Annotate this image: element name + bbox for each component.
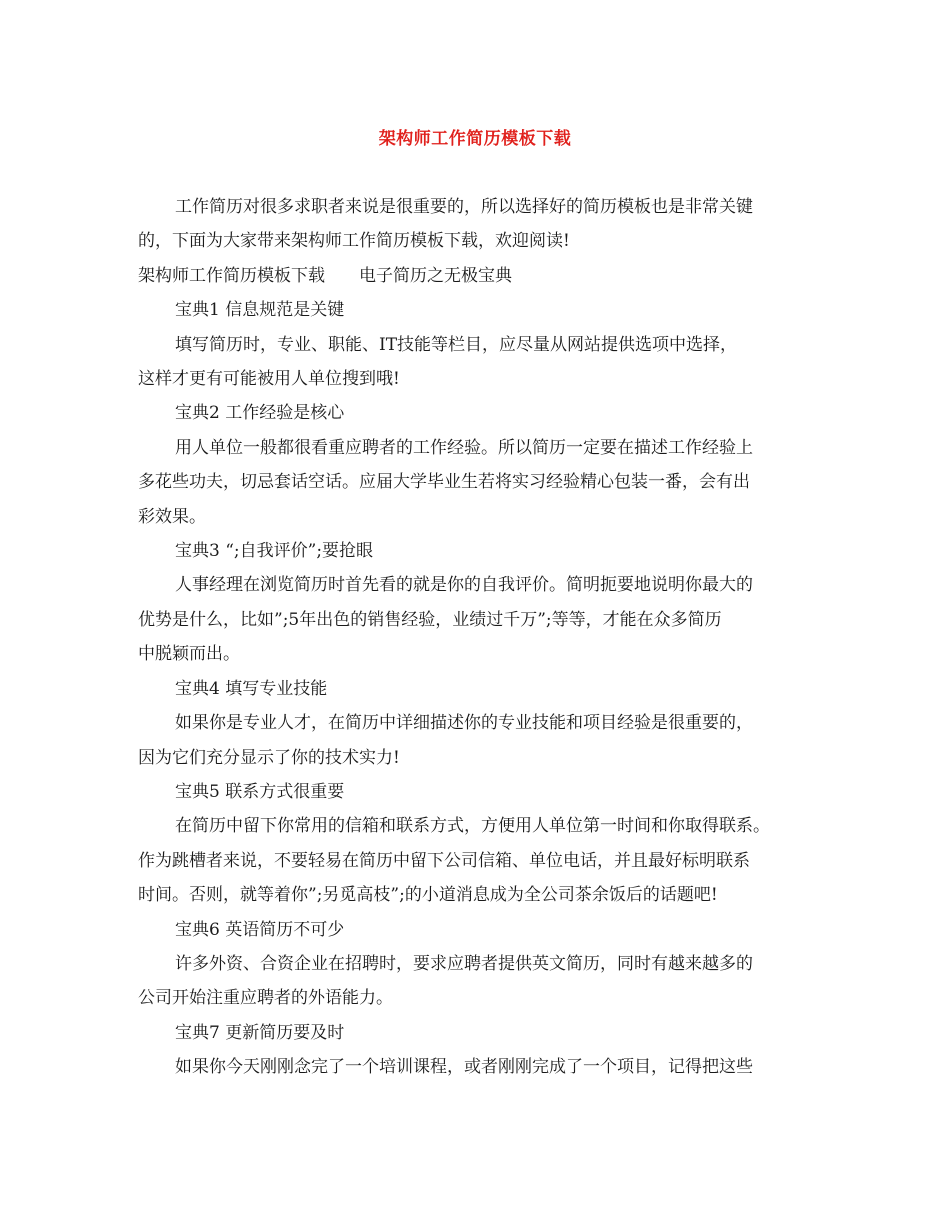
body-line: 架构师工作简历模板下载 电子简历之无极宝典 [138,265,512,286]
body-line: 中脱颖而出。 [138,644,240,665]
body-line: 如果你今天刚刚念完了一个培训课程，或者刚刚完成了一个项目，记得把这些 [175,1057,753,1078]
body-line: 在简历中留下你常用的信箱和联系方式，方便用人单位第一时间和你取得联系。 [175,816,770,837]
body-line: 优势是什么，比如”;5年出色的销售经验，业绩过千万”;等等，才能在众多简历 [138,609,722,630]
document-title: 架构师工作简历模板下载 [378,129,572,149]
body-line: 这样才更有可能被用人单位搜到哦! [138,369,400,390]
body-line: 宝典5 联系方式很重要 [175,781,345,802]
body-line: 的，下面为大家带来架构师工作简历模板下载，欢迎阅读! [138,231,570,252]
body-line: 时间。否则，就等着你”;另觅高枝”;的小道消息成为全公司茶余饭后的话题吧! [138,885,718,906]
body-line: 因为它们充分显示了你的技术实力! [138,747,400,768]
body-line: 宝典4 填写专业技能 [175,678,328,699]
body-line: 人事经理在浏览简历时首先看的就是你的自我评价。简明扼要地说明你最大的 [175,575,753,596]
body-line: 许多外资、合资企业在招聘时，要求应聘者提供英文简历，同时有越来越多的 [175,953,753,974]
body-line: 公司开始注重应聘者的外语能力。 [138,988,393,1009]
document-body [138,190,814,1085]
body-line: 用人单位一般都很看重应聘者的工作经验。所以简历一定要在描述工作经验上 [175,437,753,458]
body-line: 宝典1 信息规范是关键 [175,300,345,321]
body-line: 宝典3 “;自我评价”;要抢眼 [175,541,374,562]
body-line: 宝典6 英语简历不可少 [175,919,345,940]
body-line: 多花些功夫，切忌套话空话。应届大学毕业生若将实习经验精心包装一番，会有出 [138,472,750,493]
body-line: 填写简历时，专业、职能、IT技能等栏目，应尽量从网站提供选项中选择， [175,334,738,355]
body-line: 工作简历对很多求职者来说是很重要的，所以选择好的简历模板也是非常关键 [175,197,753,217]
body-line: 如果你是专业人才，在简历中详细描述你的专业技能和项目经验是很重要的， [175,713,753,734]
body-line: 宝典7 更新简历要及时 [175,1022,345,1043]
body-line: 彩效果。 [138,506,206,527]
body-line: 作为跳槽者来说，不要轻易在简历中留下公司信箱、单位电话，并且最好标明联系 [138,850,750,871]
body-line: 宝典2 工作经验是核心 [175,403,345,424]
